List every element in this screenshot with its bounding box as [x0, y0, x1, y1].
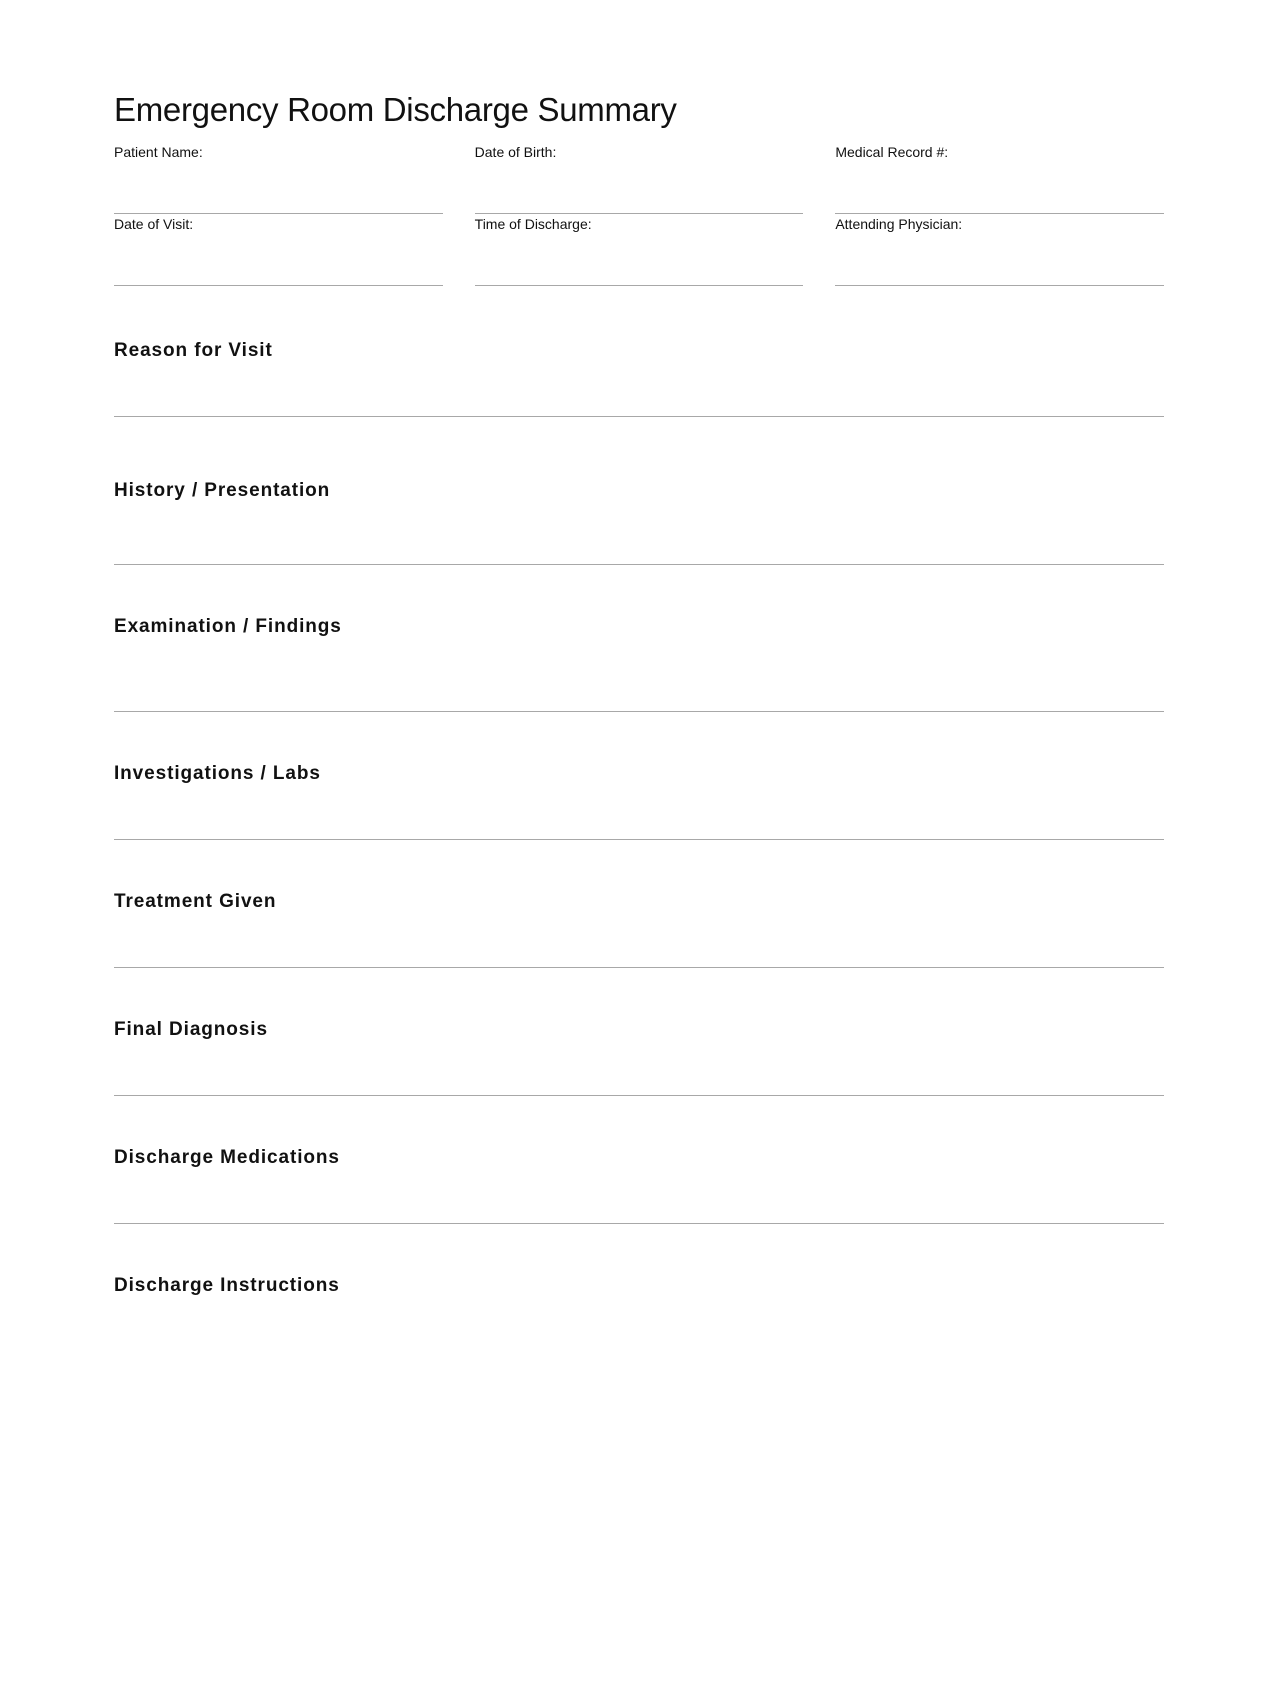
field-label: Patient Name: — [114, 144, 203, 160]
discharge-form — [114, 88, 1164, 1424]
section-heading: History / Presentation — [114, 480, 331, 501]
section-heading: Discharge Instructions — [114, 1275, 340, 1296]
time-of-discharge-field[interactable] — [475, 214, 804, 286]
section-reason-for-visit[interactable] — [114, 286, 1164, 417]
section-treatment-given[interactable] — [114, 840, 1164, 968]
field-label: Attending Physician: — [835, 216, 963, 232]
section-heading: Reason for Visit — [114, 340, 273, 361]
section-investigations-labs[interactable] — [114, 712, 1164, 840]
patient-info-grid — [114, 142, 1164, 286]
section-heading: Investigations / Labs — [114, 763, 321, 784]
date-of-birth-field[interactable] — [475, 142, 804, 214]
field-label: Date of Birth: — [474, 144, 557, 160]
page-title: Emergency Room Discharge Summary — [114, 91, 677, 128]
section-examination-findings[interactable] — [114, 565, 1164, 712]
section-final-diagnosis[interactable] — [114, 968, 1164, 1096]
field-label: Medical Record #: — [835, 144, 949, 160]
medical-record-field[interactable] — [835, 142, 1164, 214]
field-label: Time of Discharge: — [474, 216, 592, 232]
section-heading: Examination / Findings — [114, 616, 342, 637]
section-discharge-instructions[interactable] — [114, 1224, 1164, 1424]
section-history-presentation[interactable] — [114, 417, 1164, 565]
field-label: Date of Visit: — [114, 216, 194, 232]
attending-physician-field[interactable] — [835, 214, 1164, 286]
section-heading: Treatment Given — [114, 891, 277, 912]
section-discharge-medications[interactable] — [114, 1096, 1164, 1224]
date-of-visit-field[interactable] — [114, 214, 443, 286]
section-heading: Final Diagnosis — [114, 1019, 268, 1040]
section-heading: Discharge Medications — [114, 1147, 340, 1168]
patient-name-field[interactable] — [114, 142, 443, 214]
